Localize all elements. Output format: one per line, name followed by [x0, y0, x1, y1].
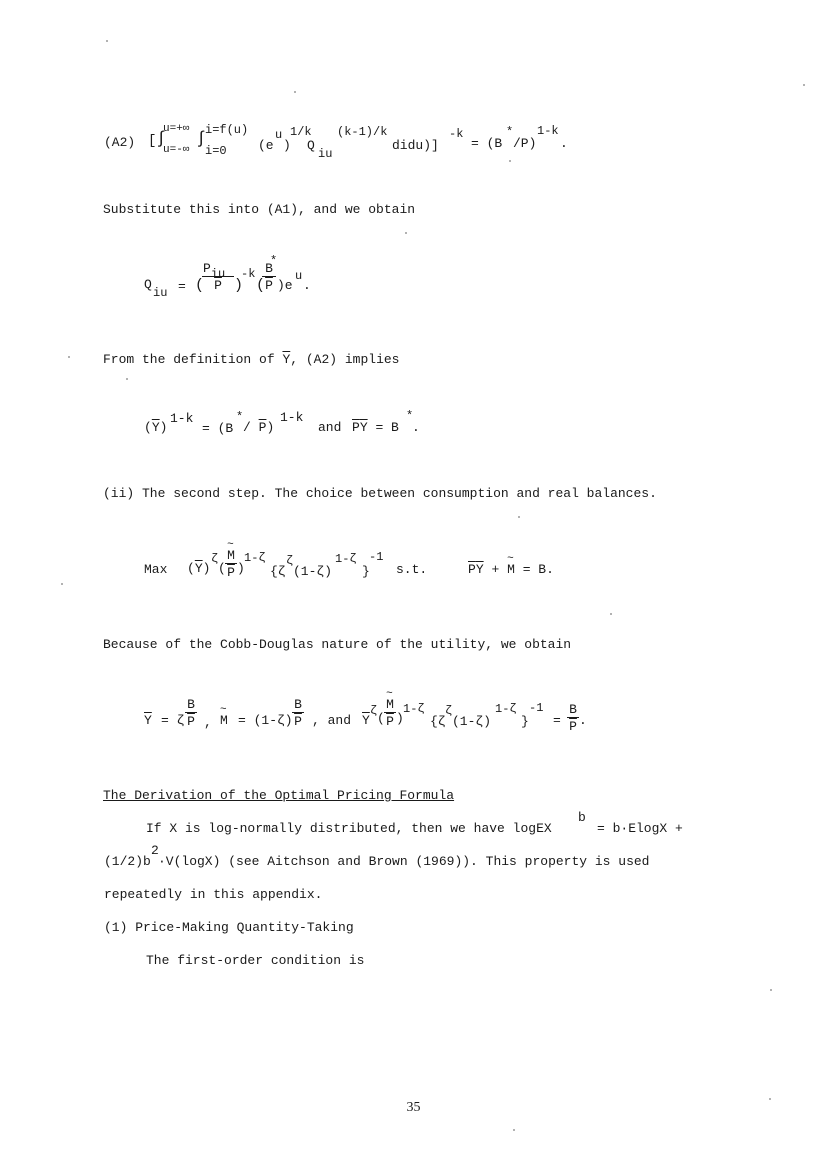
body-text: Substitute this into (A1), and we obtain: [103, 202, 416, 217]
scan-speck: [610, 613, 612, 615]
scan-speck: [405, 232, 407, 234]
scan-speck: [126, 378, 128, 380]
scan-speck: [61, 583, 63, 585]
scan-speck: [803, 84, 805, 86]
integral-sign: ∫: [156, 130, 167, 149]
scan-speck: [518, 516, 520, 518]
subheading: (1) Price-Making Quantity-Taking: [104, 920, 354, 935]
body-text: (ii) The second step. The choice between consumption and real balances.: [103, 486, 657, 501]
page-number: 35: [406, 1100, 421, 1115]
scan-speck: [770, 989, 772, 991]
scan-speck: [106, 40, 108, 42]
section-heading: The Derivation of the Optimal Pricing Formula: [103, 788, 455, 803]
scan-speck: [294, 91, 296, 93]
body-text: From the definition of $\overline{Y}$, (A2) implies: [103, 352, 400, 367]
scan-speck: [509, 160, 511, 162]
body-text: The first-order condition is: [146, 953, 365, 968]
scan-speck: [769, 1098, 771, 1100]
equation-solution: $\overline{Y}$ = ζ $\frac{B}{P}$ , ~ M = (1-ζ) $\frac{B}{P}$ , and $\overline{Y}$ ζ ( ~ $\frac{M}{P}$ ) 1-ζ {ζ ζ (1-ζ) 1-ζ } -1 = $\frac{B}{P}$ .: [0, 0, 827, 13]
body-text: Because of the Cobb-Douglas nature of the utility, we obtain: [103, 637, 572, 652]
equation-label: (A2): [104, 135, 136, 150]
integral-sign: ∫: [196, 130, 207, 149]
scan-speck: [68, 356, 70, 358]
scan-speck: [513, 1129, 515, 1131]
